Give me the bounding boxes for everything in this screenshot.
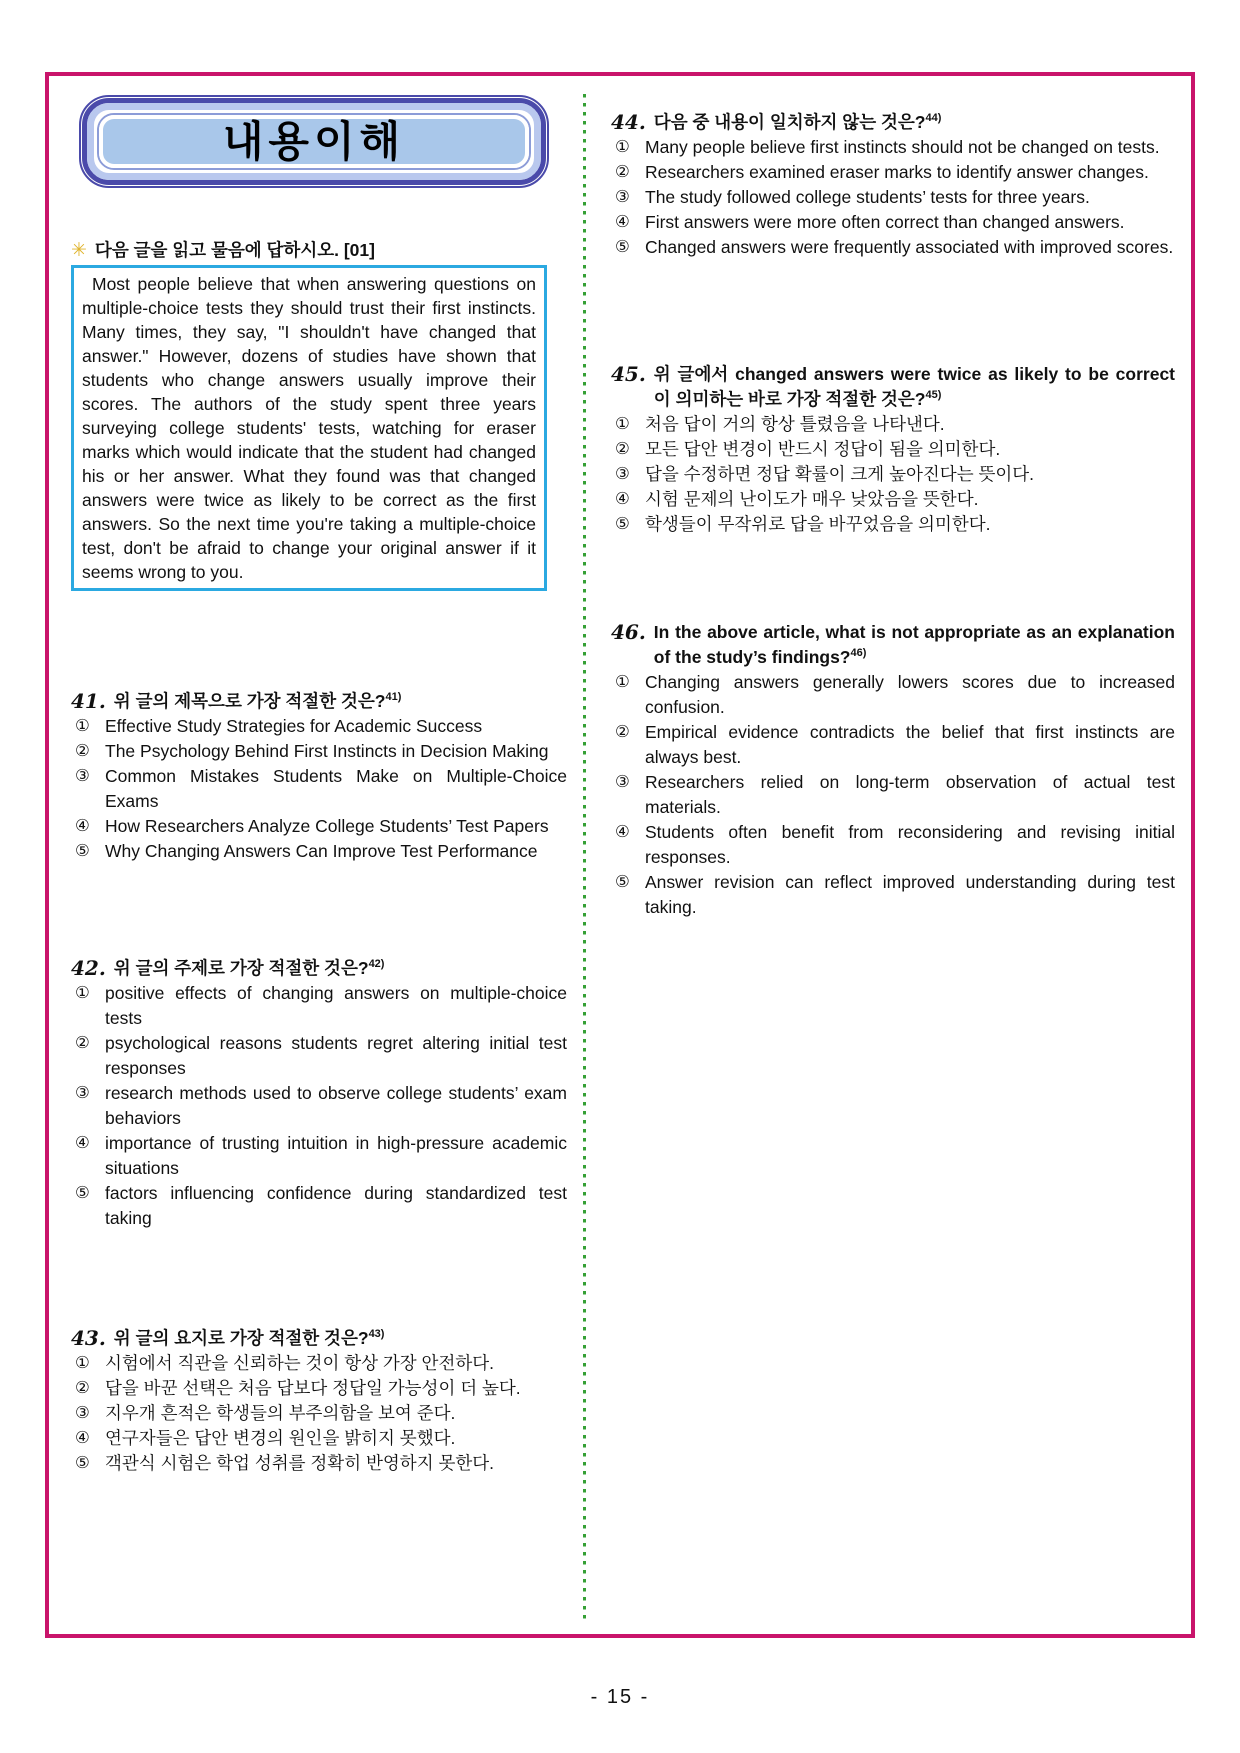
- left-column: [71, 76, 571, 1476]
- option-text: The study followed college students’ tests for three years.: [645, 187, 1090, 207]
- option-text: Changed answers were frequently associated with improved scores.: [645, 237, 1174, 257]
- question-46-header: [611, 620, 1175, 670]
- question-number: 44.: [611, 110, 646, 134]
- option: [71, 764, 567, 814]
- option-marker: ⑤: [75, 1454, 90, 1472]
- option-text: factors influencing confidence during standardized test taking: [105, 1183, 567, 1228]
- question-41-header: [71, 689, 567, 714]
- question-number: 43.: [71, 1326, 106, 1350]
- option-text: 시험에서 직관을 신뢰하는 것이 항상 가장 안전하다.: [105, 1353, 495, 1373]
- question-42: [71, 956, 567, 1231]
- flower-icon: ✳: [71, 240, 87, 261]
- option-text: Why Changing Answers Can Improve Test Performance: [105, 841, 538, 861]
- option-text: 학생들이 무작위로 답을 바꾸었음을 의미한다.: [645, 514, 991, 534]
- question-41: [71, 689, 567, 864]
- page-number: - 15 -: [590, 1686, 650, 1708]
- question-footnote: 42): [368, 958, 385, 971]
- option: [611, 870, 1175, 920]
- option-text: Answer revision can reflect improved understanding during test taking.: [645, 872, 1175, 917]
- option: [611, 210, 1175, 235]
- option-text: Students often benefit from reconsidering and revising initial responses.: [645, 822, 1175, 867]
- question-43: [71, 1326, 567, 1476]
- right-column: [611, 76, 1179, 920]
- option-marker: ④: [615, 823, 630, 841]
- question-45: [611, 362, 1175, 537]
- option-text: Effective Study Strategies for Academic Success: [105, 716, 483, 736]
- title-ring: [99, 115, 529, 168]
- option-text: 연구자들은 답안 변경의 원인을 밝히지 못했다.: [105, 1428, 456, 1448]
- option-marker: ①: [615, 673, 630, 691]
- option: [71, 1451, 567, 1476]
- question-44: [611, 110, 1175, 260]
- option: [611, 720, 1175, 770]
- option: [611, 160, 1175, 185]
- option-marker: ②: [615, 163, 630, 181]
- option: [71, 1376, 567, 1401]
- title-ring: [87, 103, 541, 180]
- worksheet-page: [45, 72, 1195, 1638]
- option: [71, 1081, 567, 1131]
- column-divider: [583, 94, 586, 1620]
- question-number: 46.: [611, 620, 646, 644]
- option: [71, 981, 567, 1031]
- option: [611, 670, 1175, 720]
- question-stem-text: 다음 중 내용이 일치하지 않는 것은?: [653, 112, 926, 132]
- option-text: 시험 문제의 난이도가 매우 낮았음을 뜻한다.: [645, 489, 979, 509]
- option-marker: ①: [75, 984, 90, 1002]
- option-marker: ③: [75, 767, 90, 785]
- option-marker: ②: [75, 1034, 90, 1052]
- section-title: 내용이해: [222, 118, 406, 165]
- question-footnote: 41): [385, 691, 402, 704]
- question-stem: [654, 110, 1175, 135]
- option-text: Common Mistakes Students Make on Multiple-Choice Exams: [105, 766, 567, 811]
- question-stem: [654, 362, 1175, 412]
- instruction-line: [71, 238, 571, 263]
- option-marker: ②: [615, 723, 630, 741]
- option: [611, 512, 1175, 537]
- question-number: 45.: [611, 362, 646, 386]
- question-stem-text: In the above article, what is not appropriate as an explanation of the study’s findings?: [653, 622, 1175, 667]
- question-46: [611, 620, 1175, 920]
- option: [611, 437, 1175, 462]
- option: [611, 185, 1175, 210]
- option: [611, 235, 1175, 260]
- option-text: psychological reasons students regret altering initial test responses: [105, 1033, 567, 1078]
- option-marker: ③: [75, 1084, 90, 1102]
- option-text: Empirical evidence contradicts the belief that first instincts are always best.: [645, 722, 1175, 767]
- option: [71, 1426, 567, 1451]
- option-text: Many people believe first instincts should not be changed on tests.: [645, 137, 1160, 157]
- option-marker: ④: [615, 490, 630, 508]
- question-45-header: [611, 362, 1175, 412]
- question-stem-text: 위 글에서 changed answers were twice as likely to be correct 이 의미하는 바로 가장 적절한 것은?: [653, 364, 1175, 409]
- passage-text: Most people believe that when answering questions on multiple-choice tests they should trust their first instincts. Many times, they say, "I shouldn't have changed that answer." However, dozens of studies have shown that students who change answers usually improve their scores. The authors of the study spent three years surveying college students' tests, watching for eraser marks which would indicate that the student had changed his or her answer. What they found was that changed answers were twice as likely to be correct as the first answers. So the next time you're taking a multiple-choice test, don't be afraid to change your original answer if it seems wrong to you.: [82, 274, 536, 582]
- option: [71, 839, 567, 864]
- option: [71, 1131, 567, 1181]
- option-marker: ①: [75, 1354, 90, 1372]
- option: [611, 412, 1175, 437]
- question-stem-text: 위 글의 요지로 가장 적절한 것은?: [113, 1328, 369, 1348]
- option-text: The Psychology Behind First Instincts in Decision Making: [105, 741, 549, 761]
- option: [71, 739, 567, 764]
- option-text: How Researchers Analyze College Students’ Test Papers: [105, 816, 549, 836]
- option-text: importance of trusting intuition in high-pressure academic situations: [105, 1133, 567, 1178]
- question-number: 41.: [71, 689, 106, 713]
- option: [71, 1351, 567, 1376]
- question-footnote: 46): [850, 647, 867, 660]
- option-text: Changing answers generally lowers scores due to increased confusion.: [645, 672, 1175, 717]
- option-marker: ⑤: [75, 842, 90, 860]
- option: [71, 714, 567, 739]
- question-stem-text: 위 글의 주제로 가장 적절한 것은?: [113, 958, 369, 978]
- option-marker: ④: [75, 1429, 90, 1447]
- option-text: 답을 수정하면 정답 확률이 크게 높아진다는 뜻이다.: [645, 464, 1035, 484]
- instruction-text: 다음 글을 읽고 물음에 답하시오. [01]: [94, 240, 375, 260]
- option-marker: ④: [75, 1134, 90, 1152]
- question-43-header: [71, 1326, 567, 1351]
- option-marker: ①: [75, 717, 90, 735]
- title-ring: [97, 113, 531, 170]
- option: [71, 814, 567, 839]
- option-text: Researchers examined eraser marks to identify answer changes.: [645, 162, 1149, 182]
- option-text: 처음 답이 거의 항상 틀렸음을 나타낸다.: [645, 414, 945, 434]
- question-42-header: [71, 956, 567, 981]
- title-ring-inner: [103, 119, 525, 164]
- title-ring: [94, 110, 534, 173]
- option: [71, 1181, 567, 1231]
- passage-box: [71, 265, 547, 591]
- option: [611, 770, 1175, 820]
- option-marker: ⑤: [75, 1184, 90, 1202]
- question-footnote: 43): [368, 1328, 385, 1341]
- option-marker: ④: [615, 213, 630, 231]
- option-text: 객관식 시험은 학업 성취를 정확히 반영하지 못한다.: [105, 1453, 495, 1473]
- question-stem-text: 위 글의 제목으로 가장 적절한 것은?: [113, 691, 386, 711]
- option-text: First answers were more often correct than changed answers.: [645, 212, 1125, 232]
- option: [611, 462, 1175, 487]
- option-text: positive effects of changing answers on multiple-choice tests: [105, 983, 567, 1028]
- title-ring-outer: [79, 95, 549, 188]
- option-marker: ⑤: [615, 873, 630, 891]
- question-stem: [114, 689, 567, 714]
- option-text: 답을 바꾼 선택은 처음 답보다 정답일 가능성이 더 높다.: [105, 1378, 521, 1398]
- option-marker: ②: [615, 440, 630, 458]
- question-number: 42.: [71, 956, 106, 980]
- option-marker: ③: [615, 188, 630, 206]
- option-text: research methods used to observe college students’ exam behaviors: [105, 1083, 567, 1128]
- title-ring: [82, 98, 546, 185]
- question-footnote: 44): [925, 112, 942, 125]
- question-stem: [654, 620, 1175, 670]
- option-text: 지우개 흔적은 학생들의 부주의함을 보여 준다.: [105, 1403, 456, 1423]
- option-text: 모든 답안 변경이 반드시 정답이 됨을 의미한다.: [645, 439, 1001, 459]
- question-footnote: 45): [925, 389, 942, 402]
- option: [611, 487, 1175, 512]
- option: [71, 1401, 567, 1426]
- option-marker: ③: [615, 773, 630, 791]
- option-marker: ②: [75, 1379, 90, 1397]
- option-text: Researchers relied on long-term observation of actual test materials.: [645, 772, 1175, 817]
- option-marker: ⑤: [615, 238, 630, 256]
- option-marker: ③: [75, 1404, 90, 1422]
- question-stem: [114, 1326, 567, 1351]
- option-marker: ①: [615, 415, 630, 433]
- option-marker: ②: [75, 742, 90, 760]
- option: [71, 1031, 567, 1081]
- option-marker: ③: [615, 465, 630, 483]
- question-stem: [114, 956, 567, 981]
- section-title-box: [79, 95, 549, 188]
- option-marker: ①: [615, 138, 630, 156]
- option: [611, 820, 1175, 870]
- option-marker: ⑤: [615, 515, 630, 533]
- option-marker: ④: [75, 817, 90, 835]
- question-44-header: [611, 110, 1175, 135]
- option: [611, 135, 1175, 160]
